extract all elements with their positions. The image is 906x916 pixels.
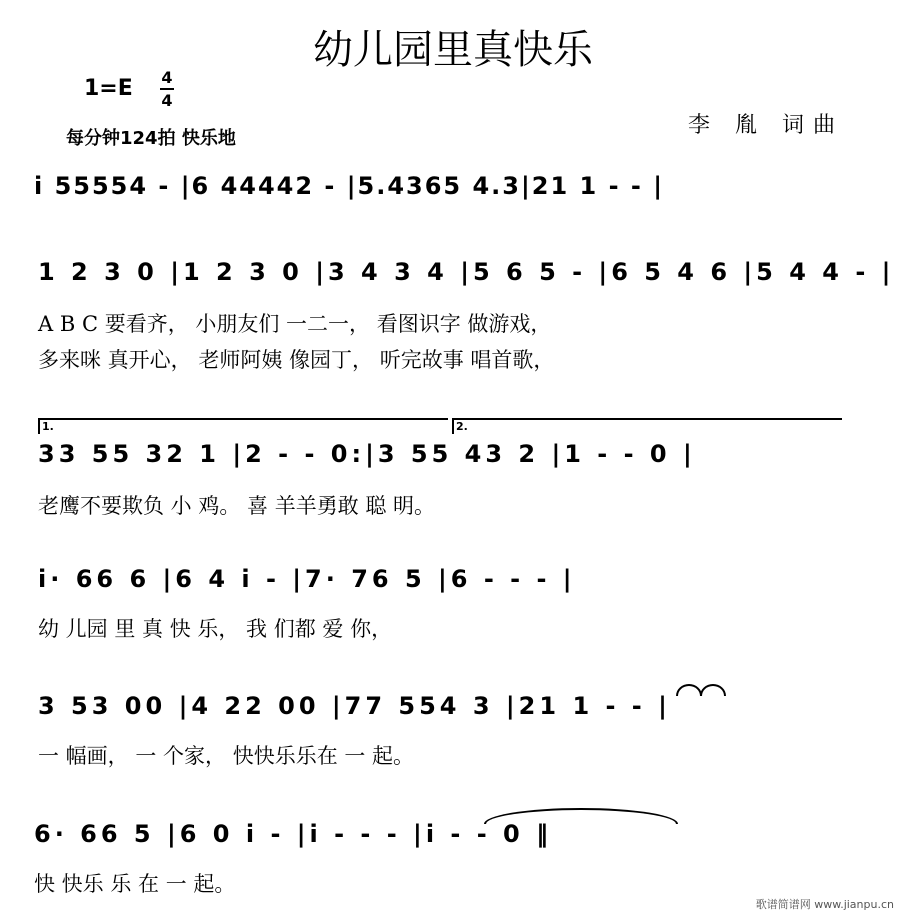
time-signature-bottom: 4 [161, 91, 173, 110]
notes-line-6: 6· 66 5 |6 0 i - |i - - - |i - - 0 ‖ [34, 820, 553, 848]
score-line-1 [0, 172, 906, 212]
lyrics-line-2-verse-2: 多来咪 真开心， 老师阿姨 像园丁， 听完故事 唱首歌， [38, 348, 555, 372]
lyrics-line-5: 一 幅画， 一 个家， 快快乐乐在 一 起。 [38, 744, 415, 768]
tempo-marking: 每分钟124拍 快乐地 [66, 128, 236, 149]
score-line-5 [0, 692, 906, 772]
notes-line-4: i· 66 6 |6 4 i - |7· 76 5 |6 - - - | [38, 565, 576, 593]
lyrics-line-6: 快 快乐 乐 在 一 起。 [34, 872, 236, 896]
notes-line-5: 3 53 00 |4 22 00 |77 554 3 |21 1 - - | [38, 692, 671, 720]
lyrics-line-3: 老鹰不要欺负 小 鸡。 喜 羊羊勇敢 聪 明。 [38, 494, 436, 518]
volta-second-ending: 2. [452, 418, 842, 434]
score-line-3 [0, 440, 906, 520]
volta-first-ending: 1. [38, 418, 448, 434]
notes-line-3: 33 55 32 1 |2 - - 0:|3 55 43 2 |1 - - 0 | [38, 440, 696, 468]
time-signature-divider [160, 88, 174, 90]
notes-line-2: 1 2 3 0 |1 2 3 0 |3 4 3 4 |5 6 5 - |6 5 4 6 |5 4 4 - | [38, 258, 895, 286]
composer-credit: 李 胤 词曲 [688, 113, 844, 138]
score-line-2 [0, 258, 906, 378]
key-signature: 1=E [84, 76, 133, 101]
time-signature-top: 4 [161, 68, 173, 87]
watermark: 歌谱简谱网 www.jianpu.cn [755, 898, 894, 911]
lyrics-line-4: 幼 儿园 里 真 快 乐， 我 们都 爱 你， [38, 617, 393, 641]
score-line-4 [0, 565, 906, 645]
notes-line-1: i 55554 - |6 44442 - |5.4365 4.3|21 1 - - | [34, 172, 664, 200]
song-title: 幼儿园里真快乐 [313, 27, 593, 73]
lyrics-line-2-verse-1: A B C 要看齐， 小朋友们 一二一， 看图识字 做游戏， [38, 312, 552, 336]
time-signature [160, 68, 174, 110]
score-line-6 [0, 820, 906, 900]
